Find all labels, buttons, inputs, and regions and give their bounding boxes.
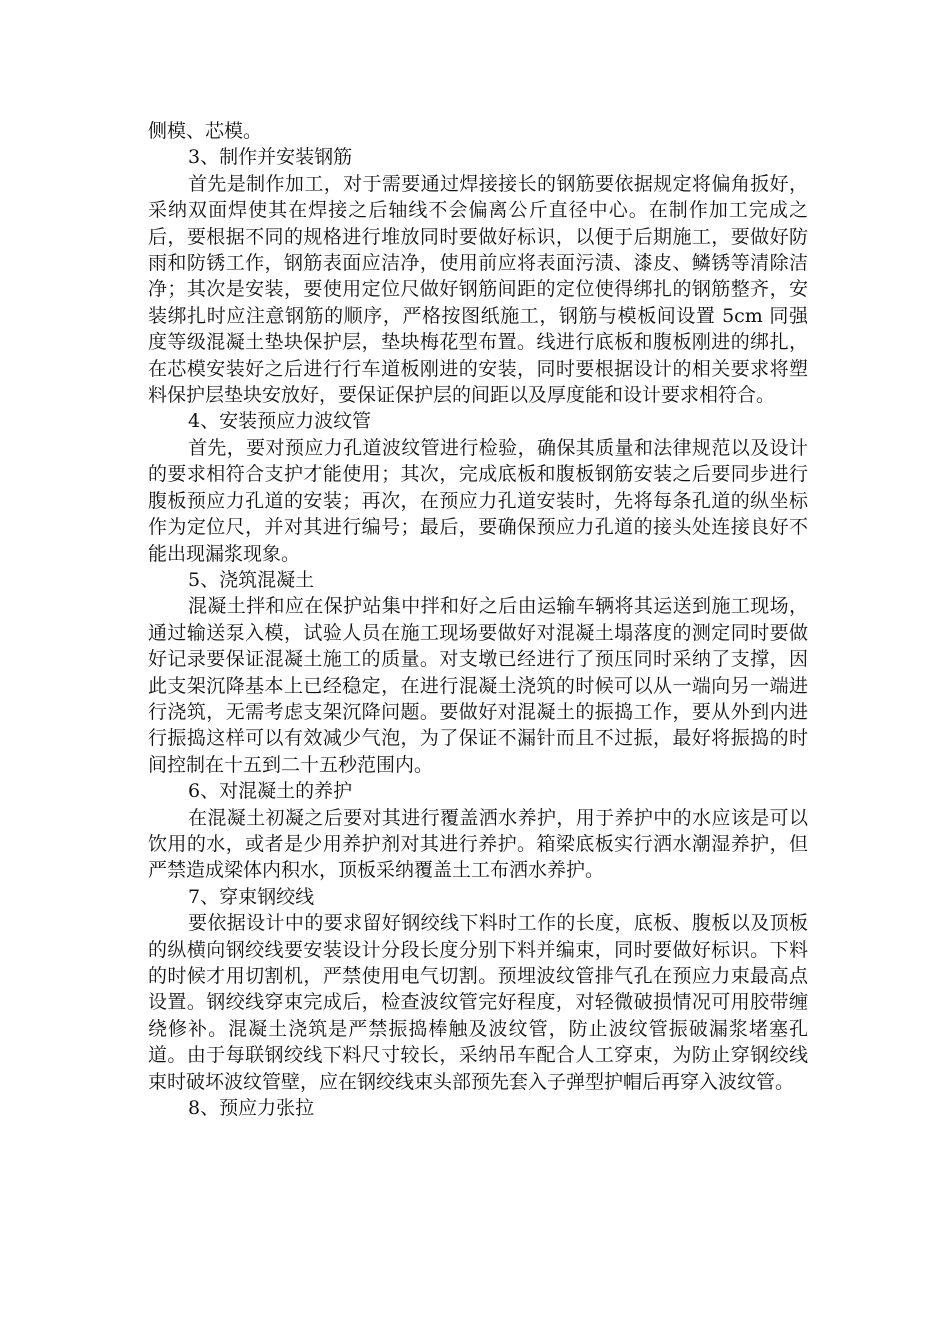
section-body-7: 要依据设计中的要求留好钢绞线下料时工作的长度，底板、腹板以及顶板的纵横向钢绞线要安装设计分段长度分别下料并编束，同时要做好标识。下料的时候才用切割机，严禁使用电气切割。预埋波纹管排气孔在预应力束最高点设置。钢绞线穿束完成后，检查波纹管完好程度，对轻微破损情况可用胶带缠绕修补。混凝土浇筑是严禁振捣棒触及波纹管，防止波纹管振破漏浆堵塞孔道。由于每联钢绞线下料尺寸较长，采纳吊车配合人工穿束，为防止穿钢绞线束时破坏波纹管壁，应在钢绞线束头部预先套入子弹型护帽后再穿入波纹管。 [148,912,808,1093]
paragraph-continuation: 侧模、芯模。 [148,120,263,142]
section-body-4: 首先，要对预应力孔道波纹管进行检验，确保其质量和法律规范以及设计的要求相符合支护才能使用；其次，完成底板和腹板钢筋安装之后要同步进行腹板预应力孔道的安装；再次，在预应力孔道安装时，先将每条孔道的纵坐标作为定位尺，并对其进行编号；最后，要确保预应力孔道的接头处连接良好不能出现漏浆现象。 [148,436,808,565]
section-heading-5: 5、浇筑混凝土 [188,568,315,591]
document-page [148,118,808,1121]
section-heading-7: 7、穿束钢绞线 [188,885,315,908]
section-body-5: 混凝土拌和应在保护站集中拌和好之后由运输车辆将其运送到施工现场，通过输送泵入模，试验人员在施工现场要做好对混凝土塌落度的测定同时要做好记录要保证混凝土施工的质量。对支墩已经进行了预压同时采纳了支撑，因此支架沉降基本上已经稳定，在进行混凝土浇筑的时候可以从一端向另一端进行浇筑，无需考虑支架沉降问题。要做好对混凝土的振捣工作，要从外到内进行振捣这样可以有效减少气泡，为了保证不漏针而且不过振，最好将振捣的时间控制在十五到二十五秒范围内。 [148,595,808,776]
section-heading-4: 4、安装预应力波纹管 [188,410,372,433]
section-body-3: 首先是制作加工，对于需要通过焊接接长的钢筋要依据规定将偏角扳好，采纳双面焊使其在焊接之后轴线不会偏离公斤直径中心。在制作加工完成之后，要根据不同的规格进行堆放同时要做好标识，以便于后期施工，要做好防雨和防锈工作，钢筋表面应洁净，使用前应将表面污渍、漆皮、鳞锈等清除洁净；其次是安装，要使用定位尺做好钢筋间距的定位使得绑扎的钢筋整齐，安装绑扎时应注意钢筋的顺序，严格按图纸施工，钢筋与模板间设置 5cm 同强度等级混凝土垫块保护层，垫块梅花型布置。线进行底板和腹板刚进的绑扎，在芯模安装好之后进行行车道板刚进的安装，同时要根据设计的相关要求将塑料保护层垫块安放好，要保证保护层的间距以及厚度能和设计要求相符合。 [148,172,808,407]
section-heading-8: 8、预应力张拉 [188,1097,315,1120]
section-heading-6: 6、对混凝土的养护 [188,780,353,803]
section-body-6: 在混凝土初凝之后要对其进行覆盖洒水养护，用于养护中的水应该是可以饮用的水，或者是少用养护剂对其进行养护。箱梁底板实行洒水潮湿养护，但严禁造成梁体内积水，顶板采纳覆盖土工布洒水养护。 [148,806,808,882]
section-heading-3: 3、制作并安装钢筋 [188,146,353,169]
